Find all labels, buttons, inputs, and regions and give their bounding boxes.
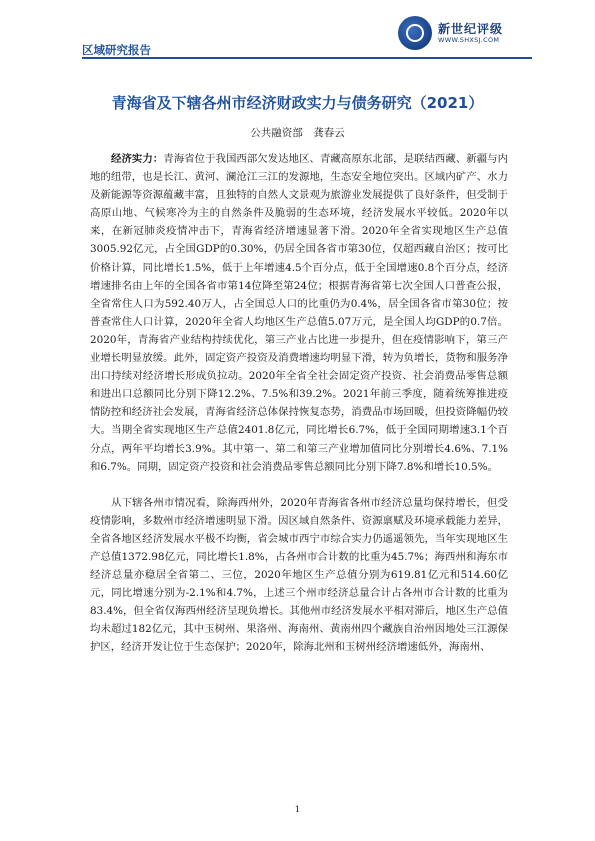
paragraph-text: 从下辖各州市情况看，除海西州外，2020年青海省各州市经济总量均保持增长，但受疫情影响，多数州市经济增速明显下滑。因区域自然条件、资源禀赋及环境承载能力差异，全省各地区经济发展水平极不均衡，省会城市西宁市综合实力仍遥遥领先，当年实现地区生产总值1372.98亿元，同比增长1.8%，占各州市合计数的比重为45.7%；海西州和海东市经济总量亦稳居全省第二、三位，2020年地区生产总值分别为619.81亿元和514.60亿元，同比增速分别为-2.1%和4.7%，上述三个州市经济总量合计占各州市合计数的比重为83.4%，但全省仅海西州经济呈现负增长。其他州市经济发展水平相对滞后，地区生产总值均未超过182亿元，其中玉树州、果洛州、海南州、黄南州四个藏族自治州因地处三江源保护区，经济开发让位于生态保护；2020年，除海北州和玉树州经济增速低外，海南州、 bbox=[90, 496, 508, 654]
authors-line: 公共融资部 龚春云 bbox=[250, 127, 345, 139]
logo-url: WWW.SHXSJ.COM bbox=[438, 36, 500, 44]
header-divider bbox=[82, 57, 532, 59]
document-title: 青海省及下辖各州市经济财政实力与债务研究（2021） bbox=[111, 94, 484, 112]
company-logo bbox=[398, 14, 528, 54]
paragraph bbox=[90, 494, 508, 657]
paragraph-text: 青海省位于我国西部欠发达地区、青藏高原东北部，是联结西藏、新疆与内地的纽带，也是长江、黄河、澜沧江三江的发源地，生态安全地位突出。区域内矿产、水力及新能源等资源蕴藏丰富，且独特的自然人文景观为旅游业发展提供了良好条件，但受制于高原山地、气候寒冷为主的自然条件及脆弱的生态环境，经济发展水平较低。2020年以来，在新冠肺炎疫情冲击下，青海省经济增速显著下滑。2020年全省实现地区生产总值3005.92亿元，占全国GDP的0.30%，仍居全国各省市第30位，仅超西藏自治区；按可比价格计算，同比增长1.5%，低于上年增速4.5个百分点，低于全国增速0.8个百分点，经济增速排名由上年的全国各省市第14位降至第24位；根据青海省第七次全国人口普查公报，全省常住人口为592.40万人，占全国总人口的比重仍为0.4%，居全国各省市第30位；按普查常住人口计算，2020年全省人均地区生产总值5.07万元，是全国人均GDP的0.7倍。2020年，青海省产业结构持续优化，第三产业占比进一步提升，但在疫情影响下，第三产业增长明显放缓。此外，固定资产投资及消费增速均明显下滑，转为负增长，货物和服务净出口持续对经济增长形成负拉动。2020年全省全社会固定资产投资、社会消费品零售总额和进出口总额同比分别下降12.2%、7.5%和39.2%。2021年前三季度，随着统筹推进疫情防控和经济社会发展，青海省经济总体保持恢复态势，消费品市场回暖，但投资降幅仍较大。当期全省实现地区生产总值2401.8亿元，同比增长6.7%，低于全国同期增速3.1个百分点，两年平均增长3.9%。其中第一、第二和第三产业增加值同比分别增长4.6%、7.1%和6.7%。同期，固定资产投资和社会消费品零售总额同比分别下降7.8%和增长10.5%。 bbox=[90, 153, 509, 473]
body-text bbox=[90, 150, 508, 657]
page-number: 1 bbox=[294, 805, 301, 815]
globe-icon bbox=[398, 16, 432, 50]
logo-name: 新世纪评级 bbox=[438, 22, 504, 36]
paragraph-lead: 经济实力： bbox=[111, 153, 164, 165]
report-type-label: 区域研究报告 bbox=[82, 43, 151, 57]
paragraph bbox=[90, 150, 508, 476]
